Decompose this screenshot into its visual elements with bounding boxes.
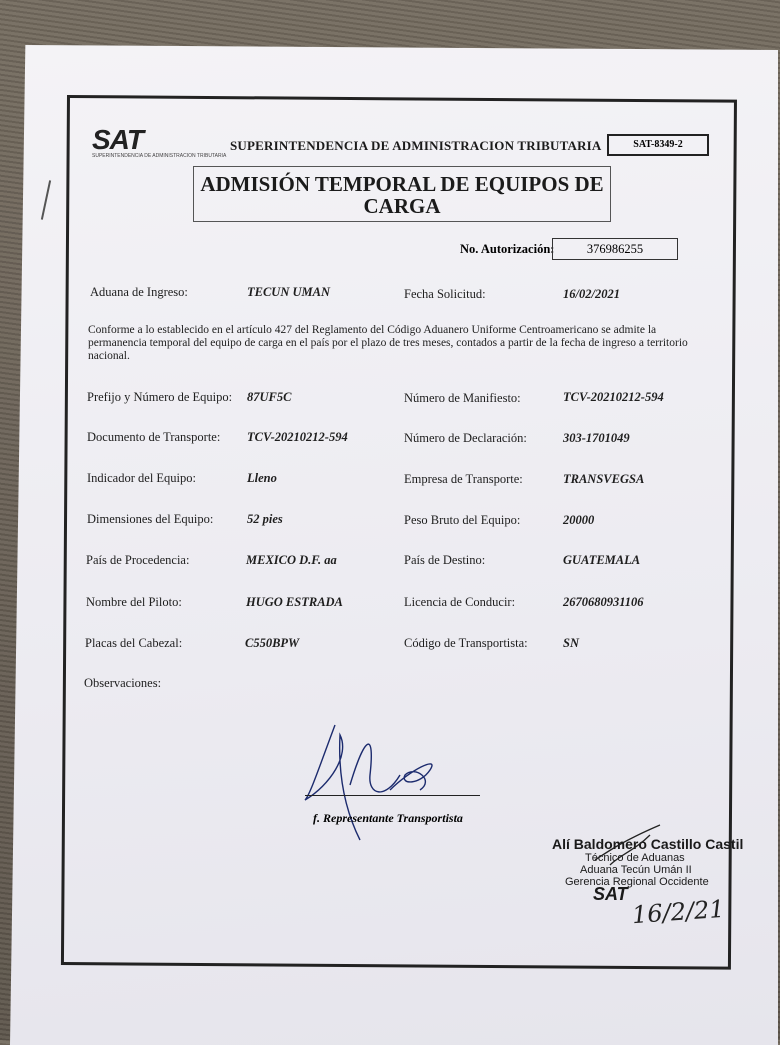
legal-paragraph: Conforme a lo establecido en el artículo 427 del Reglamento del Código Aduanero Uniforme Centroamericano se admite la permanencia temporal del equipo de carga en el país por el plazo de tres meses, contados a partir de la fecha de ingreso a territorio nacional. <box>88 324 688 362</box>
origin-country-label: País de Procedencia: <box>86 553 190 567</box>
observations-label: Observaciones: <box>84 676 162 690</box>
transport-company-value: TRANSVEGSA <box>563 472 645 486</box>
transport-company-label: Empresa de Transporte: <box>404 472 523 486</box>
gross-weight-label: Peso Bruto del Equipo: <box>404 513 521 527</box>
carrier-code-value: SN <box>563 636 579 650</box>
request-date-label: Fecha Solicitud: <box>404 287 486 301</box>
driver-license-label: Licencia de Conducir: <box>404 595 516 609</box>
transport-document-value: TCV-20210212-594 <box>247 430 348 444</box>
driver-license-value: 2670680931106 <box>563 595 644 609</box>
stamp-sat-logo: SAT <box>593 884 628 904</box>
driver-name-label: Nombre del Piloto: <box>86 595 182 609</box>
equipment-number-value: 87UF5C <box>247 390 292 404</box>
stamp-region: Gerencia Regional Occidente <box>565 876 709 888</box>
carrier-code-label: Código de Transportista: <box>404 636 528 650</box>
stamp-officer-name: Alí Baldomero Castillo Castil <box>552 836 744 852</box>
stamp-position: Técnico de Aduanas <box>585 852 685 864</box>
stamp-signature-scribble <box>590 820 670 880</box>
equipment-number-label: Prefijo y Número de Equipo: <box>87 390 233 404</box>
handwritten-date: 16/2/21 <box>631 894 726 930</box>
authorization-number: 376986255 <box>552 238 678 260</box>
equipment-indicator-value: Lleno <box>247 471 277 485</box>
customs-value: TECUN UMAN <box>247 285 330 299</box>
customs-label: Aduana de Ingreso: <box>90 285 188 299</box>
request-date-value: 16/02/2021 <box>563 287 620 301</box>
stamp-office: Aduana Tecún Umán II <box>580 864 692 876</box>
agency-name: SUPERINTENDENCIA DE ADMINISTRACION TRIBUTARIA <box>230 138 602 153</box>
truck-plates-value: C550BPW <box>245 636 300 650</box>
form-code: SAT-8349-2 <box>607 134 709 156</box>
manifest-number-value: TCV-20210212-594 <box>563 390 664 404</box>
equipment-dimensions-label: Dimensiones del Equipo: <box>87 512 214 526</box>
origin-country-value: MEXICO D.F. aa <box>246 553 337 567</box>
equipment-dimensions-value: 52 pies <box>247 512 283 526</box>
sat-logo-text: SAT <box>92 124 143 155</box>
transport-document-label: Documento de Transporte: <box>87 430 221 444</box>
equipment-indicator-label: Indicador del Equipo: <box>87 471 196 485</box>
form-title-line1: ADMISIÓN TEMPORAL DE EQUIPOS DE <box>200 172 604 196</box>
truck-plates-label: Placas del Cabezal: <box>85 636 183 650</box>
sat-logo <box>92 124 226 159</box>
form-title-line2: CARGA <box>363 194 441 218</box>
sat-logo-subtext: SUPERINTENDENCIA DE ADMINISTRACION TRIBUTARIA <box>92 153 227 159</box>
driver-name-value: HUGO ESTRADA <box>246 595 343 609</box>
authorization-label: No. Autorización: <box>460 242 555 256</box>
signature-label: f. Representante Transportista <box>313 811 463 825</box>
signature-line <box>305 795 480 796</box>
form-title <box>193 166 611 222</box>
declaration-number-value: 303-1701049 <box>563 431 630 445</box>
destination-country-label: País de Destino: <box>404 553 486 567</box>
manifest-number-label: Número de Manifiesto: <box>404 391 521 405</box>
declaration-number-label: Número de Declaración: <box>404 431 527 445</box>
gross-weight-value: 20000 <box>563 513 595 527</box>
destination-country-value: GUATEMALA <box>563 553 641 567</box>
